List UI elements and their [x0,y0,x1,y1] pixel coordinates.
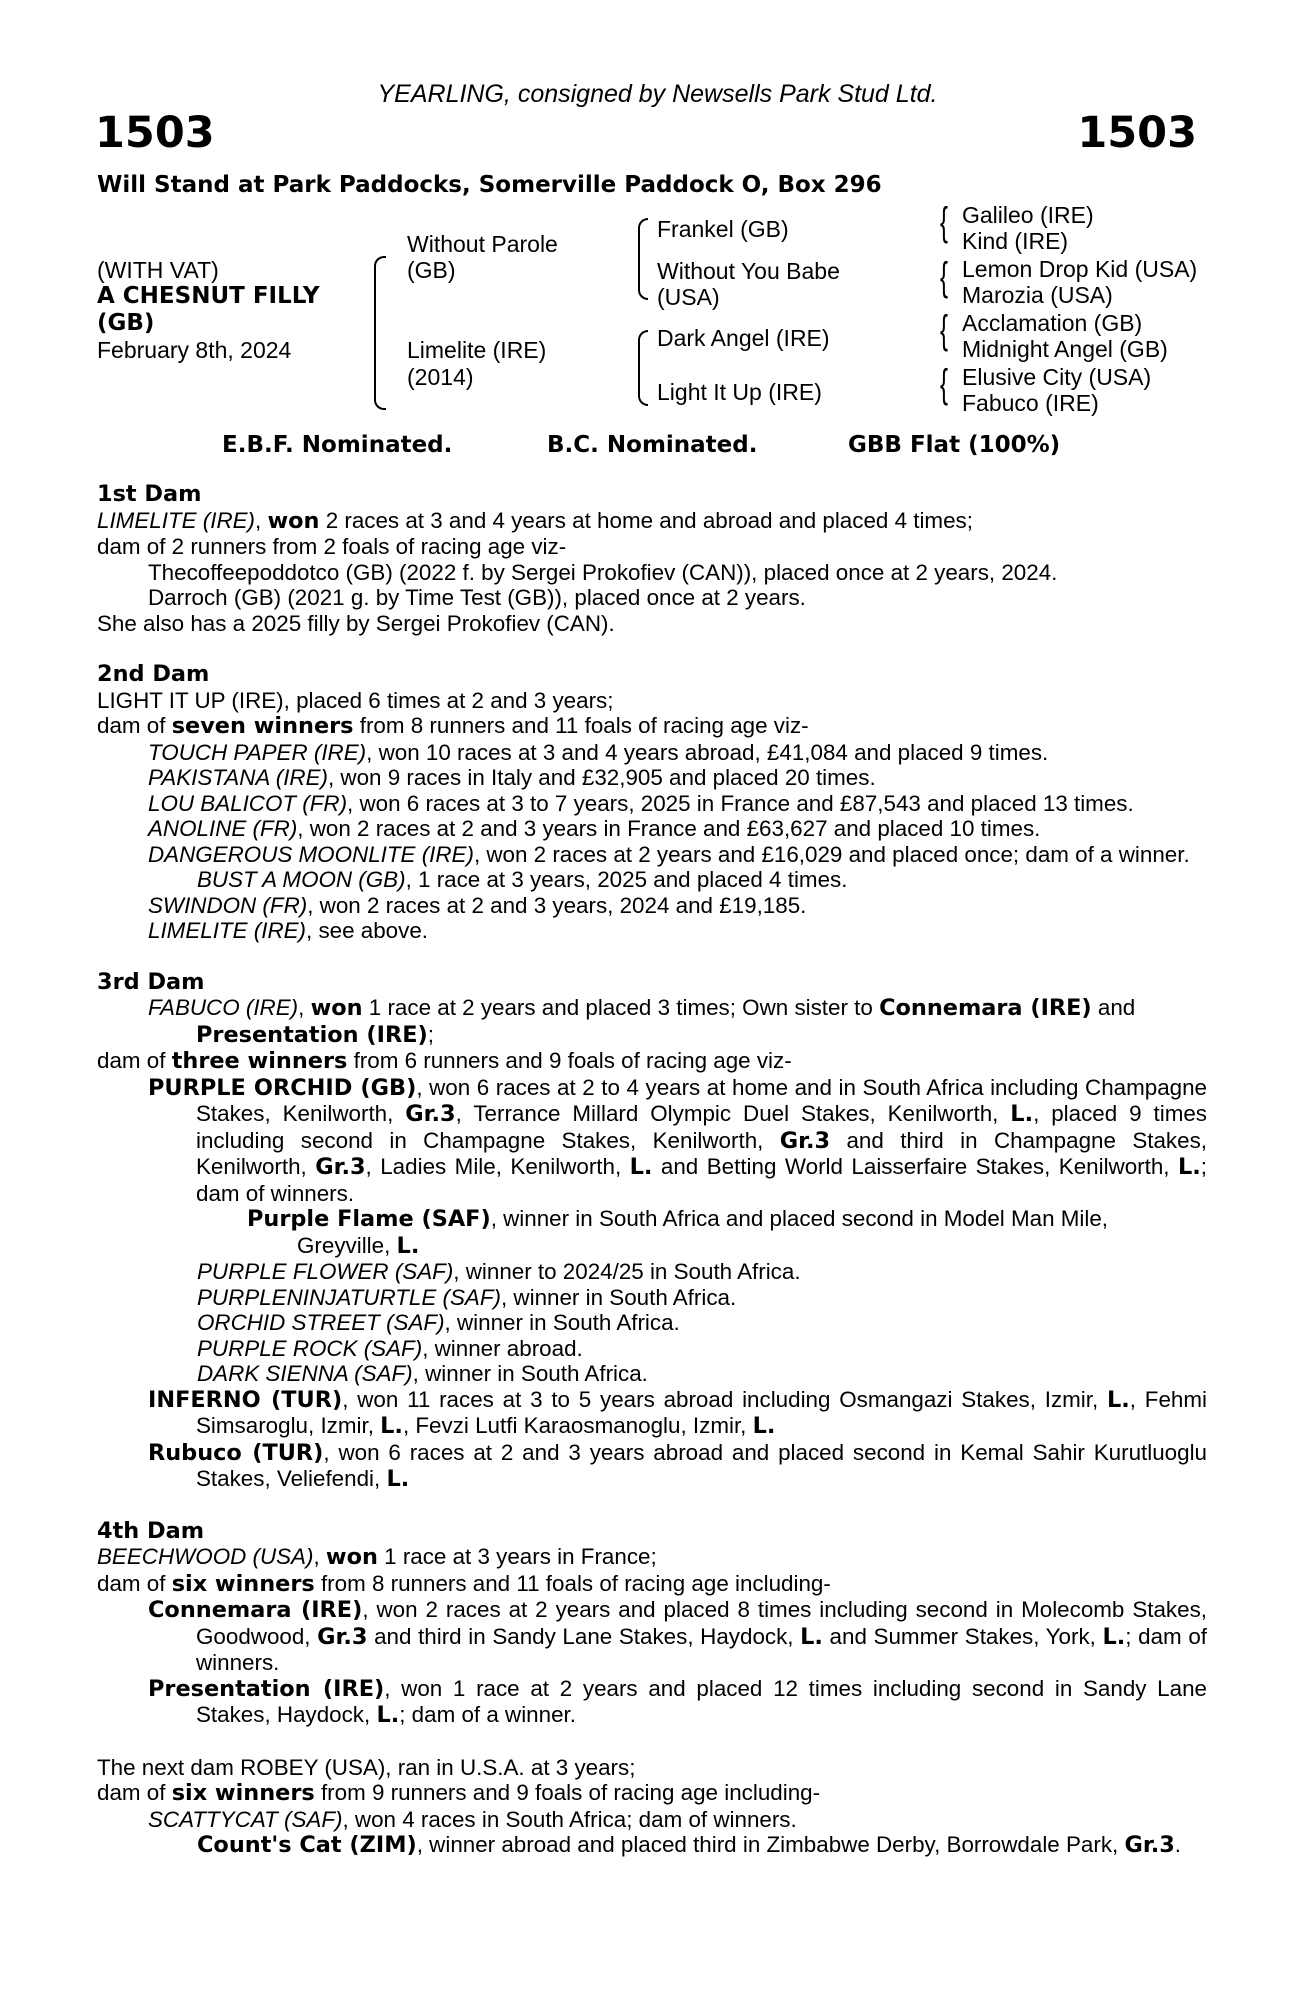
second-dam-progeny: PAKISTANA (IRE), won 9 races in Italy and £32,905 and placed 20 times. [148,765,876,790]
second-dam-progeny: DANGEROUS MOONLITE (IRE), won 2 races at 2 years and £16,029 and placed once; dam of a winner. [148,841,1190,867]
brace-glyph: { [940,200,949,244]
ggp-dss: Acclamation (GB) [962,310,1143,336]
third-dam-grandprogeny: PURPLE ROCK (SAF), winner abroad. [197,1335,583,1361]
ggp-sss: Galileo (IRE) [962,202,1094,228]
sire-sire: Frankel (GB) [657,216,789,242]
catalogue-body [97,482,1207,1859]
next-dam-grandprogeny: Count's Cat (ZIM), winner abroad and placed third in Zimbabwe Derby, Borrowdale Park, Gr.3. [197,1832,1182,1858]
third-dam-heading: 3rd Dam [97,968,205,995]
brace-glyph: { [940,308,949,352]
next-dam-line: The next dam ROBEY (USA), ran in U.S.A. at 3 years; [97,1754,636,1780]
brace-glyph: { [940,255,949,299]
ggp-ddd: Fabuco (IRE) [962,390,1099,416]
subject-country: (GB) [97,310,155,336]
ggp-dsd: Midnight Angel (GB) [962,336,1168,362]
sire-dam-country: (USA) [657,284,720,310]
second-dam-grandprogeny: BUST A MOON (GB), 1 race at 3 years, 2025 and placed 4 times. [197,867,848,892]
dam-parents-brace [638,330,648,406]
fourth-dam-line: BEECHWOOD (USA), won 1 race at 3 years in France; [97,1544,657,1570]
dam-year: (2014) [407,364,474,390]
first-dam-progeny: Thecoffeepoddotco (GB) (2022 f. by Sergei Prokofiev (CAN)), placed once at 2 years, 2024. [148,559,1058,585]
first-dam-heading: 1st Dam [97,481,202,507]
bc-nomination: B.C. Nominated. [547,432,758,458]
second-dam-progeny: TOUCH PAPER (IRE), won 10 races at 3 and 4 years abroad, £41,084 and placed 9 times. [148,739,1049,765]
third-dam-line: FABUCO (IRE), won 1 race at 2 years and placed 3 times; Own sister to Connemara (IRE) and Presentation (IRE); [148,995,1136,1048]
sire-parents-brace [638,218,648,300]
next-dam-produce-summary: dam of six winners from 9 runners and 9 foals of racing age including- [97,1780,821,1806]
third-dam-produce-summary: dam of three winners from 6 runners and 9 foals of racing age viz- [97,1048,792,1074]
first-dam-line: LIMELITE (IRE), won 2 races at 3 and 4 years at home and abroad and placed 4 times; [97,507,973,534]
ggp-dds: Elusive City (USA) [962,364,1152,390]
second-dam-progeny: SWINDON (FR), won 2 races at 2 and 3 years, 2024 and £19,185. [148,892,807,918]
lot-number-left: 1503 [95,108,215,158]
second-dam-produce-summary: dam of seven winners from 8 runners and 11 foals of racing age viz- [97,713,809,739]
vat-note: (WITH VAT) [97,257,219,283]
consignment-line: YEARLING, consigned by Newsells Park Stud Ltd. [377,80,938,108]
sire-dam-brace [374,256,386,410]
sire-country: (GB) [407,257,456,283]
second-dam-progeny: LOU BALICOT (FR), won 6 races at 3 to 7 years, 2025 in France and £87,543 and placed 13 times. [148,790,1134,816]
ggp-ssd: Kind (IRE) [962,228,1069,254]
first-dam-progeny: Darroch (GB) (2021 g. by Time Test (GB)), placed once at 2 years. [148,585,806,610]
third-dam-grandprogeny: Purple Flame (SAF), winner in South Africa and placed second in Model Man Mile, Greyville, L. [247,1206,1109,1259]
ebf-nomination: E.B.F. Nominated. [222,432,453,458]
first-dam-produce-summary: dam of 2 runners from 2 foals of racing age viz- [97,534,567,559]
fourth-dam-heading: 4th Dam [97,1517,205,1544]
brace-glyph: { [940,362,949,406]
lot-number-right: 1503 [1077,108,1197,158]
sire-name: Without Parole [407,231,558,257]
second-dam-progeny: ANOLINE (FR), won 2 races at 2 and 3 years in France and £63,627 and placed 10 times. [148,816,1041,841]
dam-dam: Light It Up (IRE) [657,379,822,405]
third-dam-grandprogeny: PURPLENINJATURTLE (SAF), winner in South Africa. [197,1284,737,1310]
third-dam-grandprogeny: DARK SIENNA (SAF), winner in South Africa. [197,1361,648,1386]
sire-dam: Without You Babe [657,258,840,284]
third-dam-grandprogeny: PURPLE FLOWER (SAF), winner to 2024/25 in South Africa. [197,1259,801,1284]
subject-name: A CHESNUT FILLY [97,283,320,309]
foaling-date: February 8th, 2024 [97,337,292,363]
fourth-dam-progeny: Presentation (IRE), won 1 race at 2 years and placed 12 times including second in Sandy Lane Stakes, Haydock, L.; dam of a winner. [148,1675,1207,1728]
stand-location: Will Stand at Park Paddocks, Somerville Paddock O, Box 296 [97,172,882,198]
third-dam-progeny: INFERNO (TUR), won 11 races at 3 to 5 years abroad including Osmangazi Stakes, Izmir, L., Fehmi Simsaroglu, Izmir, L., Fevzi Lutfi Karaosmanoglu, Izmir, L. [148,1386,1207,1439]
second-dam-line: LIGHT IT UP (IRE), placed 6 times at 2 and 3 years; [97,687,614,713]
first-dam-note: She also has a 2025 filly by Sergei Prokofiev (CAN). [97,610,615,636]
third-dam-progeny: Rubuco (TUR), won 6 races at 2 and 3 years abroad and placed second in Kemal Sahir Kurutluoglu Stakes, Veliefendi, L. [148,1439,1208,1492]
second-dam-progeny: LIMELITE (IRE), see above. [148,918,429,943]
next-dam-progeny: SCATTYCAT (SAF), won 4 races in South Africa; dam of winners. [148,1806,797,1832]
gbb-flat: GBB Flat (100%) [848,432,1061,458]
second-dam-heading: 2nd Dam [97,661,210,687]
fourth-dam-progeny: Connemara (IRE), won 2 races at 2 years and placed 8 times including second in Molecomb Stakes, Goodwood, Gr.3 and third in Sandy Lane Stakes, Haydock, L. and Summer Stakes, York, L.; dam of winners. [148,1597,1207,1675]
third-dam-progeny: PURPLE ORCHID (GB), won 6 races at 2 to 4 years at home and in South Africa including Champagne Stakes, Kenilworth, Gr.3, Terrance Millard Olympic Duel Stakes, Kenilworth, L., placed 9 times including second in Champagne Stakes, Kenilworth, Gr.3 and third in Champagne Stakes, Kenilworth, Gr.3, Ladies Mile, Kenilworth, L. and Betting World Laisserfaire Stakes, Kenilworth, L.; dam of winners. [148,1074,1208,1206]
dam-sire: Dark Angel (IRE) [657,325,830,351]
ggp-sds: Lemon Drop Kid (USA) [962,256,1198,282]
dam-name: Limelite (IRE) [407,337,547,363]
ggp-sdd: Marozia (USA) [962,282,1113,308]
fourth-dam-produce-summary: dam of six winners from 8 runners and 11 foals of racing age including- [97,1570,831,1597]
third-dam-grandprogeny: ORCHID STREET (SAF), winner in South Africa. [197,1310,680,1335]
